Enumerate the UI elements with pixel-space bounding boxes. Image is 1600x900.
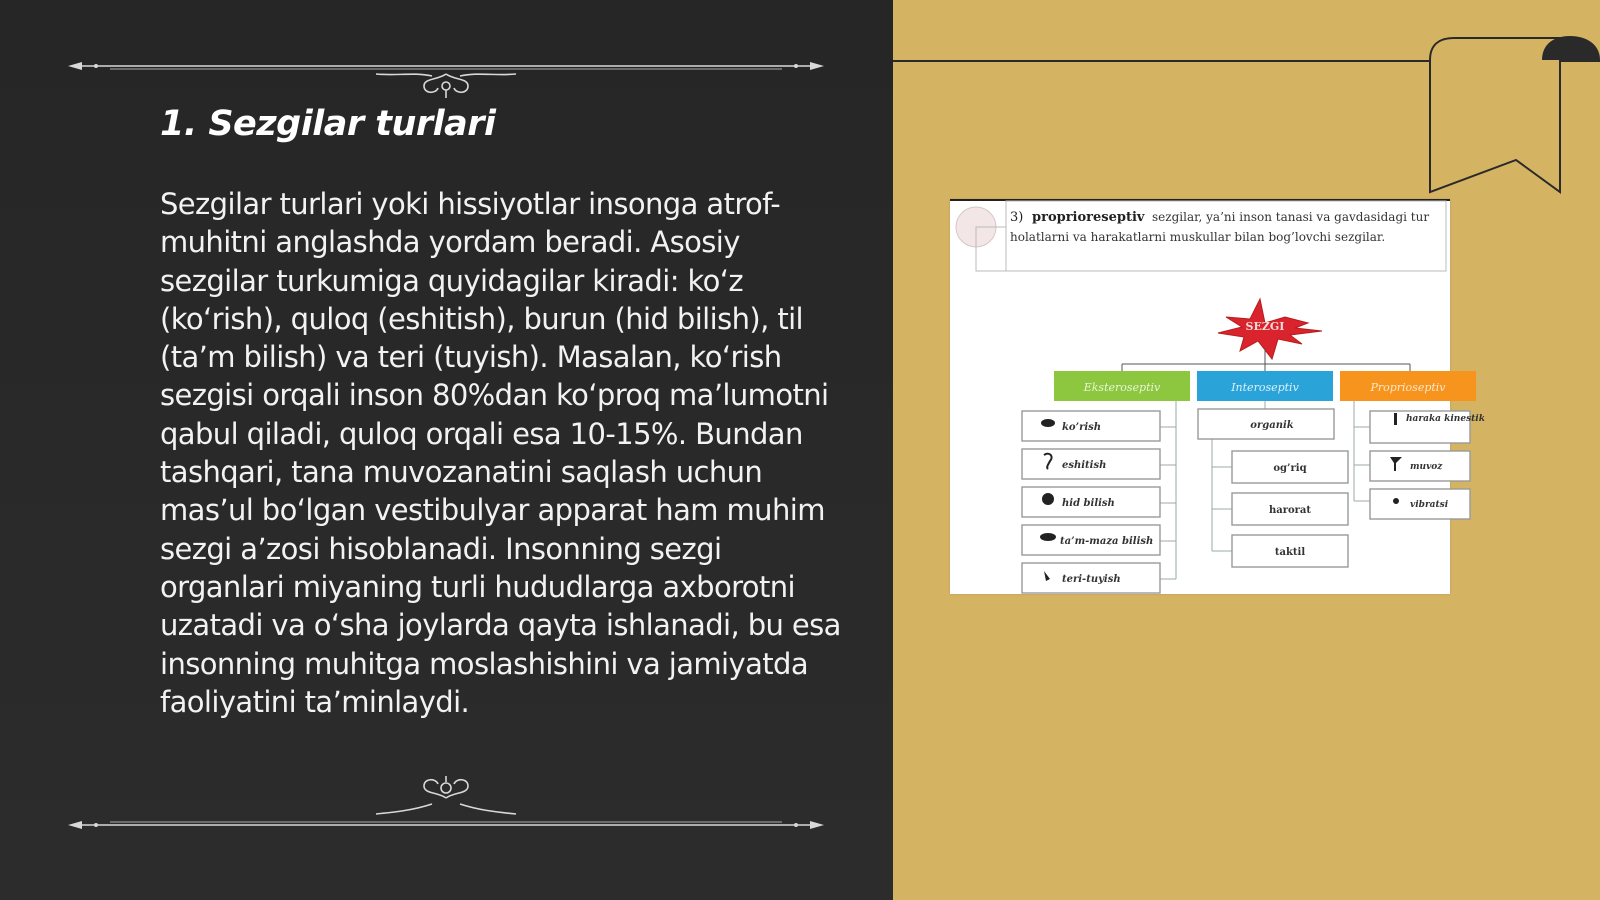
list-item-label: muvoz (1410, 462, 1443, 472)
sensation-types-diagram (950, 199, 1485, 594)
list-item-label: eshitish (1062, 460, 1107, 471)
eye-icon (1041, 419, 1055, 427)
slide-body-text: Sezgilar turlari yoki hissiyotlar insonga atrof-muhitni anglashda yordam beradi. Asosiy sezgilar turkumiga quyidagilar kiradi: ko‘z (ko‘rish), quloq (eshitish), burun (hid bilish), til (ta’m bilish) va teri (tuyish). Masalan, ko‘rish sezgisi orqali inson 80%dan ko‘proq ma’lumotni qabul qiladi, quloq orqali esa 10-15%. Bundan tashqari, tana muvozanatini saqlash uchun mas’ul bo‘lgan vestibulyar apparat ham muhim sezgi a’zosi hisoblanadi. Insonning sezgi organlari miyaning turli hududlarga axborotni uzatadi va o‘sha joylarda qayta ishlanadi, bu esa insonning muhitga moslashishini va jamiyatda faoliyatini ta’minlaydi. (160, 187, 841, 719)
header-term: proprioreseptiv (1032, 210, 1145, 225)
category-label: Interoseptiv (1231, 381, 1299, 394)
list-item-label: harorat (1268, 505, 1312, 516)
list-item-label: haraka kinestik (1406, 414, 1485, 424)
list-item-label: vibratsi (1410, 500, 1449, 510)
header-line1: sezgilar, ya’ni inson tanasi va gavdasidagi tur (1152, 210, 1430, 224)
category-label: Eksteroseptiv (1083, 381, 1161, 394)
list-item-label: hid bilish (1062, 498, 1115, 509)
header-number: 3) (1010, 210, 1024, 225)
list-item-label: teri-tuyish (1062, 574, 1121, 585)
category-label: Proprioseptiv (1370, 381, 1446, 394)
body-icon (1394, 413, 1397, 425)
list-item-label: taktil (1274, 547, 1306, 558)
nose-icon (1042, 493, 1054, 505)
mouth-icon (1040, 533, 1056, 541)
list-item-label: ko’rish (1062, 422, 1102, 433)
center-label: SEZGI (1245, 320, 1285, 333)
diagram-canvas (950, 199, 1485, 594)
list-item-label: organik (1250, 420, 1294, 431)
vibration-icon (1393, 498, 1399, 504)
header-line2: holatlarni va harakatlarni muskullar bilan bog’lovchi sezgilar. (1010, 230, 1386, 244)
list-item-label: ta’m-mazа bilish (1060, 536, 1154, 547)
bottom-ornament (66, 770, 826, 830)
list-item-label: og’riq (1273, 463, 1307, 474)
bookmark-ribbon-icon (1430, 36, 1600, 198)
top-ornament (66, 36, 826, 96)
slide-title: 1. Sezgilar turlari (160, 104, 496, 144)
